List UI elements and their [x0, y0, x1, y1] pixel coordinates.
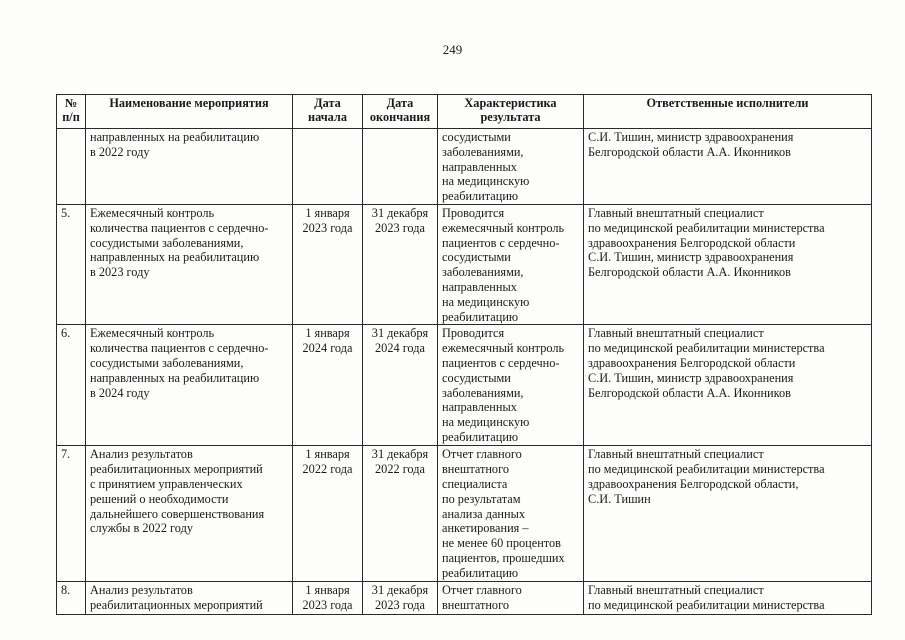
start-date: 1 января 2023 года	[293, 204, 363, 324]
table-row	[57, 325, 872, 446]
activity-name: Анализ результатов реабилитационных мероприятий с принятием управленческих решений о необходимости дальнейшего совершенствования службы в 2022 году	[86, 446, 293, 582]
table-header-row	[57, 95, 872, 129]
header-start-date: Дата начала	[293, 95, 363, 129]
start-date: 1 января 2024 года	[293, 325, 363, 446]
start-date: 1 января 2022 года	[293, 446, 363, 582]
row-number: 5.	[57, 204, 86, 324]
activities-table	[56, 94, 872, 615]
end-date: 31 декабря 2023 года	[363, 582, 438, 615]
end-date	[363, 129, 438, 205]
activity-name: Анализ результатов реабилитационных мероприятий	[86, 582, 293, 615]
start-date: 1 января 2023 года	[293, 582, 363, 615]
responsible-persons: Главный внештатный специалист по медицинской реабилитации министерства здравоохранения Белгородской области С.И. Тишин, министр здравоохранения Белгородской области А.А. Иконников	[584, 204, 872, 324]
result-characteristic: Проводится ежемесячный контроль пациентов с сердечно- сосудистыми заболеваниями, направленных на медицинскую реабилитацию	[438, 204, 584, 324]
header-activity-name: Наименование мероприятия	[86, 95, 293, 129]
responsible-persons: Главный внештатный специалист по медицинской реабилитации министерства	[584, 582, 872, 615]
activity-name: направленных на реабилитацию в 2022 году	[86, 129, 293, 205]
result-characteristic: Отчет главного внештатного специалиста по результатам анализа данных анкетирования – не менее 60 процентов пациентов, прошедших реабилитацию	[438, 446, 584, 582]
responsible-persons: С.И. Тишин, министр здравоохранения Белгородской области А.А. Иконников	[584, 129, 872, 205]
header-number: № п/п	[57, 95, 86, 129]
responsible-persons: Главный внештатный специалист по медицинской реабилитации министерства здравоохранения Белгородской области, С.И. Тишин	[584, 446, 872, 582]
header-end-date: Дата окончания	[363, 95, 438, 129]
row-number: 8.	[57, 582, 86, 615]
table-row	[57, 446, 872, 582]
activity-name: Ежемесячный контроль количества пациентов с сердечно- сосудистыми заболеваниями, направленных на реабилитацию в 2024 году	[86, 325, 293, 446]
start-date	[293, 129, 363, 205]
end-date: 31 декабря 2023 года	[363, 204, 438, 324]
end-date: 31 декабря 2024 года	[363, 325, 438, 446]
result-characteristic: Проводится ежемесячный контроль пациентов с сердечно- сосудистыми заболеваниями, направленных на медицинскую реабилитацию	[438, 325, 584, 446]
end-date: 31 декабря 2022 года	[363, 446, 438, 582]
activity-name: Ежемесячный контроль количества пациентов с сердечно- сосудистыми заболеваниями, направленных на реабилитацию в 2023 году	[86, 204, 293, 324]
result-characteristic: Отчет главного внештатного	[438, 582, 584, 615]
header-result-characteristic: Характеристика результата	[438, 95, 584, 129]
table-row	[57, 204, 872, 324]
page-number: 249	[442, 42, 463, 57]
result-characteristic: сосудистыми заболеваниями, направленных на медицинскую реабилитацию	[438, 129, 584, 205]
table-row	[57, 129, 872, 205]
header-responsible: Ответственные исполнители	[584, 95, 872, 129]
row-number: 7.	[57, 446, 86, 582]
row-number: 6.	[57, 325, 86, 446]
row-number	[57, 129, 86, 205]
responsible-persons: Главный внештатный специалист по медицинской реабилитации министерства здравоохранения Белгородской области С.И. Тишин, министр здравоохранения Белгородской области А.А. Иконников	[584, 325, 872, 446]
table-row	[57, 582, 872, 615]
